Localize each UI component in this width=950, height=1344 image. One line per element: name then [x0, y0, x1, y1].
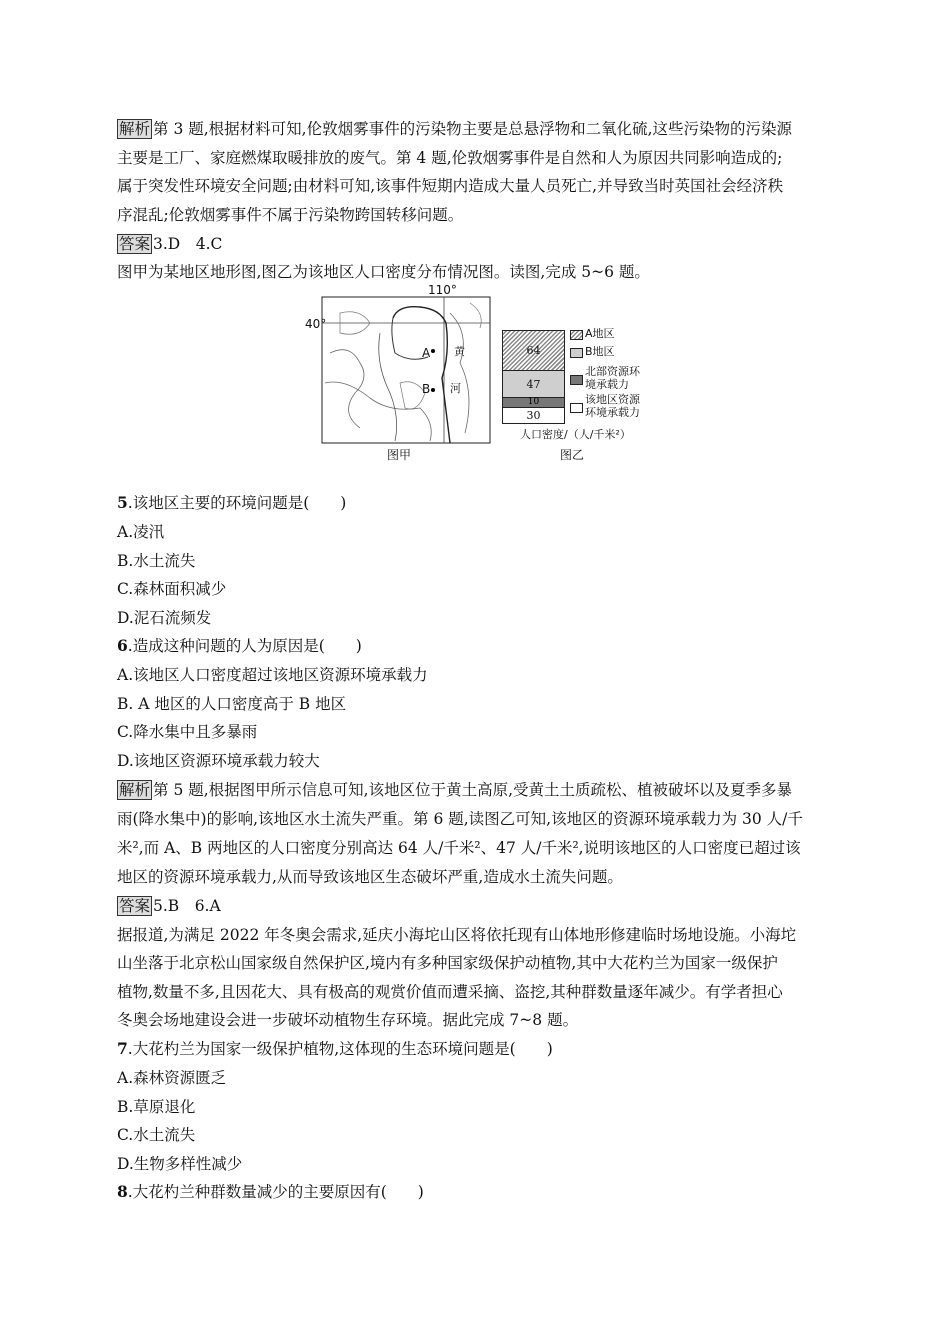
bar-segment-a: 64: [502, 330, 565, 371]
option-d: D.该地区资源环境承载力较大: [117, 752, 320, 770]
point-a-label: A: [422, 346, 431, 360]
analysis-line: 解析 第 3 题,根据材料可知,伦敦烟雾事件的污染物主要是总悬浮物和二氧化硫,这些污染物的污染源: [119, 120, 793, 138]
analysis-tag: 解析: [119, 781, 151, 799]
analysis-line: 地区的资源环境承载力,从而导致该地区生态破坏严重,造成水土流失问题。: [117, 868, 623, 886]
option-d: D.泥石流频发: [117, 609, 212, 627]
bar-segment-north: 10: [502, 397, 565, 408]
question-5: 5.该地区主要的环境问题是( ): [117, 493, 347, 512]
analysis-line: 米²,而 A、B 两地区的人口密度分别高达 64 人/千米²、47 人/千米²,说明该地区的人口密度已超过该: [117, 839, 801, 857]
longitude-label: 110°: [428, 283, 457, 297]
analysis-line: 序混乱;伦敦烟雾事件不属于污染物跨国转移问题。: [117, 206, 464, 224]
legend-swatch-a: [570, 330, 583, 340]
option-a: A.凌汛: [117, 523, 165, 541]
latitude-label: 40°: [305, 317, 327, 331]
river-label: 黄: [454, 345, 465, 358]
passage-line: 山坐落于北京松山国家级自然保护区,境内有多种国家级保护动植物,其中大花杓兰为国家一级保护: [117, 954, 778, 972]
option-c: C.降水集中且多暴雨: [117, 723, 258, 741]
question-7: 7.大花杓兰为国家一级保护植物,这体现的生态环境问题是( ): [117, 1039, 553, 1058]
legend-swatch-local: [570, 403, 583, 413]
question-intro: 图甲为某地区地形图,图乙为该地区人口密度分布情况图。读图,完成 5~6 题。: [117, 263, 650, 281]
bar-segment-local: 30: [502, 407, 565, 424]
answer-tag: 答案: [119, 235, 151, 253]
legend-swatch-b: [570, 348, 583, 358]
caption-figure-b: 图乙: [560, 448, 585, 462]
analysis-line: 主要是工厂、家庭燃煤取暖排放的废气。第 4 题,伦敦烟雾事件是自然和人为原因共同影响造成的;: [117, 149, 783, 167]
option-a: A.森林资源匮乏: [117, 1069, 227, 1087]
analysis-line: 属于突发性环境安全问题;由材料可知,该事件短期内造成大量人员死亡,并导致当时英国社会经济秩: [117, 177, 784, 195]
option-c: C.水土流失: [117, 1126, 196, 1144]
analysis-line: 雨(降水集中)的影响,该地区水土流失严重。第 6 题,读图乙可知,该地区的资源环境承载力为 30 人/千: [117, 810, 803, 828]
option-b: B.水土流失: [117, 552, 196, 570]
question-6: 6.造成这种问题的人为原因是( ): [117, 636, 362, 655]
option-b: B. A 地区的人口密度高于 B 地区: [117, 695, 347, 713]
caption-figure-a: 图甲: [387, 448, 412, 462]
legend-b: B地区: [585, 345, 615, 358]
passage-line: 据报道,为满足 2022 年冬奥会需求,延庆小海坨山区将依托现有山体地形修建临时场地设施。小海坨: [117, 926, 797, 944]
option-b: B.草原退化: [117, 1098, 196, 1116]
passage-line: 植物,数量不多,且因花大、具有极高的观赏价值而遭采摘、盗挖,其种群数量逐年减少。有学者担心: [117, 983, 783, 1001]
bar-segment-b: 47: [502, 370, 565, 398]
option-a: A.该地区人口密度超过该地区资源环境承载力: [117, 666, 428, 684]
question-8: 8.大花杓兰种群数量减少的主要原因有( ): [117, 1182, 424, 1201]
answer-line: 答案 5.B 6.A: [119, 897, 221, 915]
legend-swatch-north: [570, 375, 583, 385]
answer-line: 答案 3.D 4.C: [119, 235, 223, 253]
option-c: C.森林面积减少: [117, 580, 227, 598]
analysis-line: 解析 第 5 题,根据图甲所示信息可知,该地区位于黄土高原,受黄土土质疏松、植被破坏以及夏季多暴: [119, 781, 793, 799]
axis-label: 人口密度/（人/千米²）: [520, 428, 631, 441]
legend-a: A地区: [585, 327, 615, 340]
analysis-tag: 解析: [119, 120, 151, 138]
answer-tag: 答案: [119, 897, 151, 915]
point-b-label: B: [422, 382, 431, 396]
figure: [300, 283, 660, 468]
passage-line: 冬奥会场地建设会进一步破坏动植物生存环境。据此完成 7~8 题。: [117, 1011, 579, 1029]
option-d: D.生物多样性减少: [117, 1155, 243, 1173]
river-label: 河: [450, 382, 461, 395]
legend-north: 北部资源环 境承载力: [585, 365, 640, 391]
legend-local: 该地区资源 环境承载力: [585, 393, 640, 419]
